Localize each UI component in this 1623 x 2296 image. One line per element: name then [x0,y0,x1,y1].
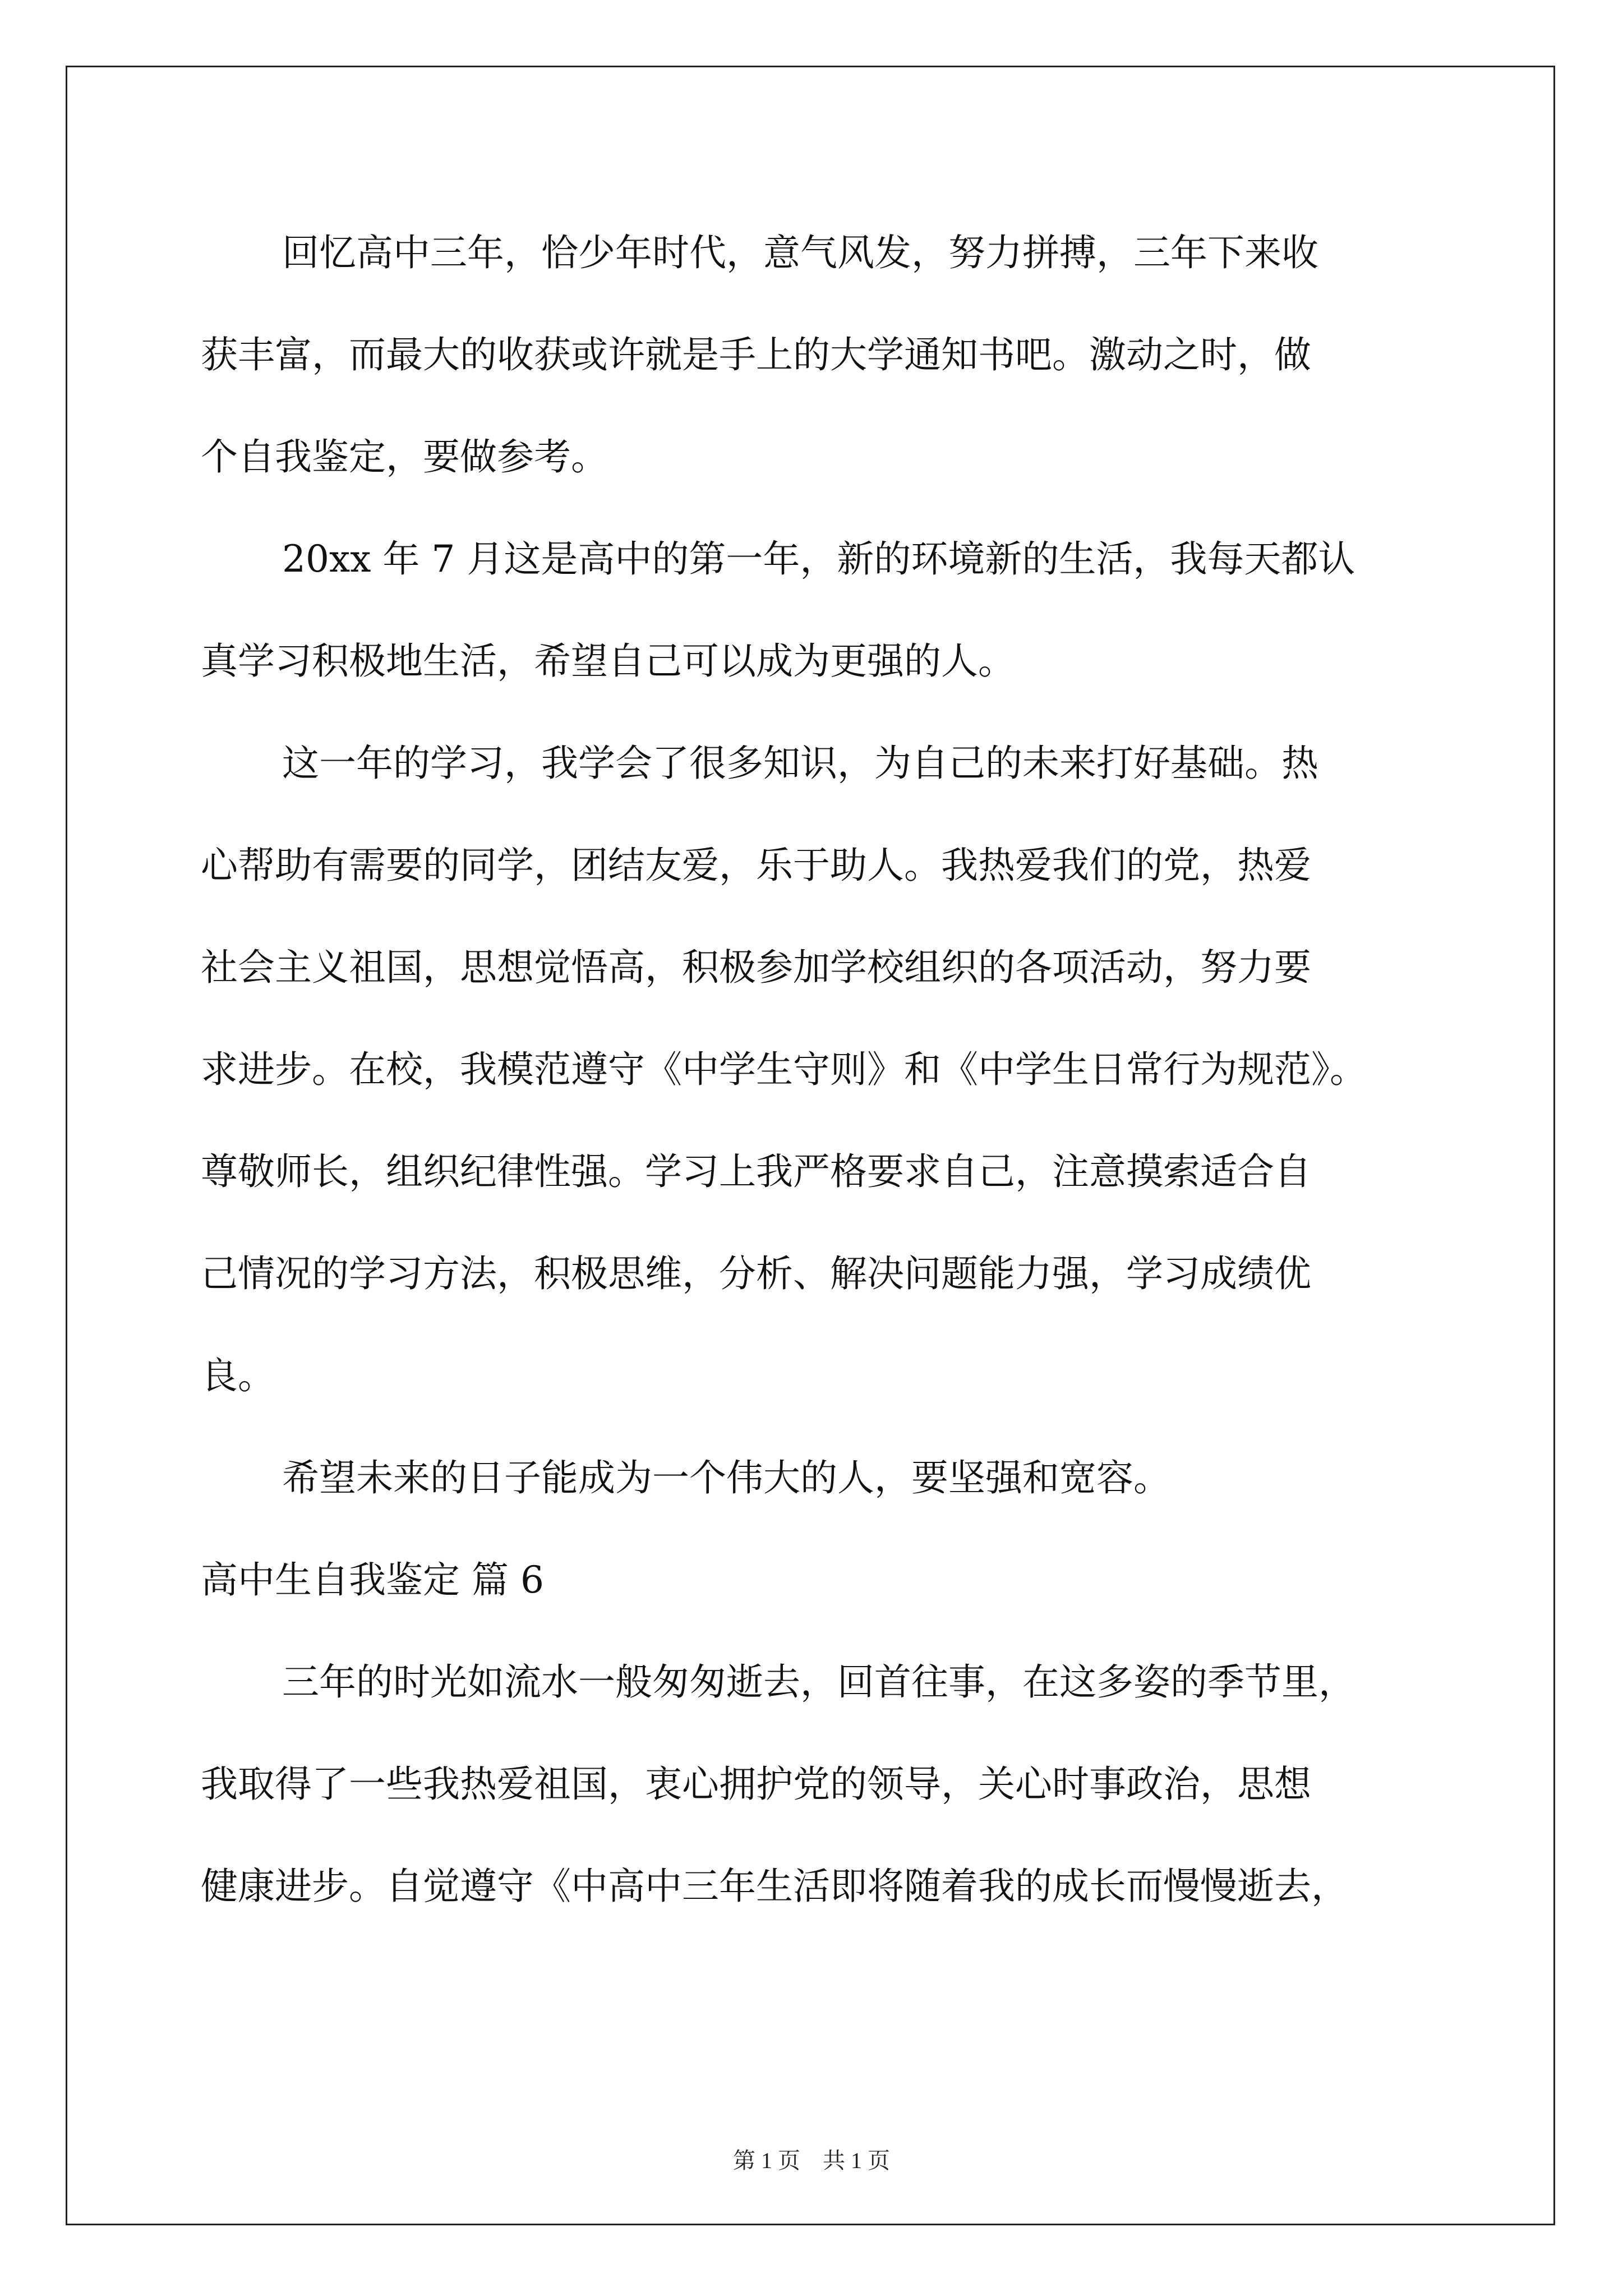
text-line: 20xx 年 7 月这是高中的第一年，新的环境新的生活，我每天都认 [282,537,1355,581]
text-line: 健康进步。自觉遵守《中高中三年生活即将随着我的成长而慢慢逝去， [201,1865,1348,1908]
text-line: 真学习积极地生活，希望自己可以成为更强的人。 [201,639,1015,683]
section-heading: 高中生自我鉴定 篇 6 [201,1558,544,1602]
text-line: 获丰富，而最大的收获或许就是手上的大学通知书吧。激动之时，做 [201,333,1311,376]
paragraph [201,1427,1491,1529]
text-line: 心帮助有需要的同学，团结友爱，乐于助人。我热爱我们的党，热爱 [201,844,1311,887]
paragraph [201,202,1491,508]
text-line: 求进步。在校，我模范遵守《中学生守则》和《中学生日常行为规范》。 [201,1048,1367,1091]
document-body [201,202,1491,1938]
text-line: 我取得了一些我热爱祖国，衷心拥护党的领导，关心时事政治，思想 [201,1763,1311,1806]
text-line: 希望未来的日子能成为一个伟大的人，要坚强和宽容。 [282,1456,1170,1499]
text-line: 这一年的学习，我学会了很多知识，为自己的未来打好基础。热 [282,742,1318,785]
text-line: 尊敬师长，组织纪律性强。学习上我严格要求自己，注意摸索适合自 [201,1150,1311,1193]
text-line: 三年的时光如流水一般匆匆逝去，回首往事，在这多姿的季节里， [282,1660,1355,1704]
paragraph [201,508,1491,712]
paragraph [201,712,1491,1427]
text-line: 己情况的学习方法，积极思维，分析、解决问题能力强，学习成绩优 [201,1252,1311,1295]
text-line: 社会主义祖国，思想觉悟高，积极参加学校组织的各项活动，努力要 [201,946,1311,989]
text-line: 回忆高中三年，恰少年时代，意气风发，努力拼搏，三年下来收 [282,231,1318,274]
text-line: 个自我鉴定，要做参考。 [201,435,608,478]
paragraph [201,1631,1491,1938]
page-number: 第 1 页 共 1 页 [733,2148,890,2173]
text-line: 良。 [201,1354,275,1397]
